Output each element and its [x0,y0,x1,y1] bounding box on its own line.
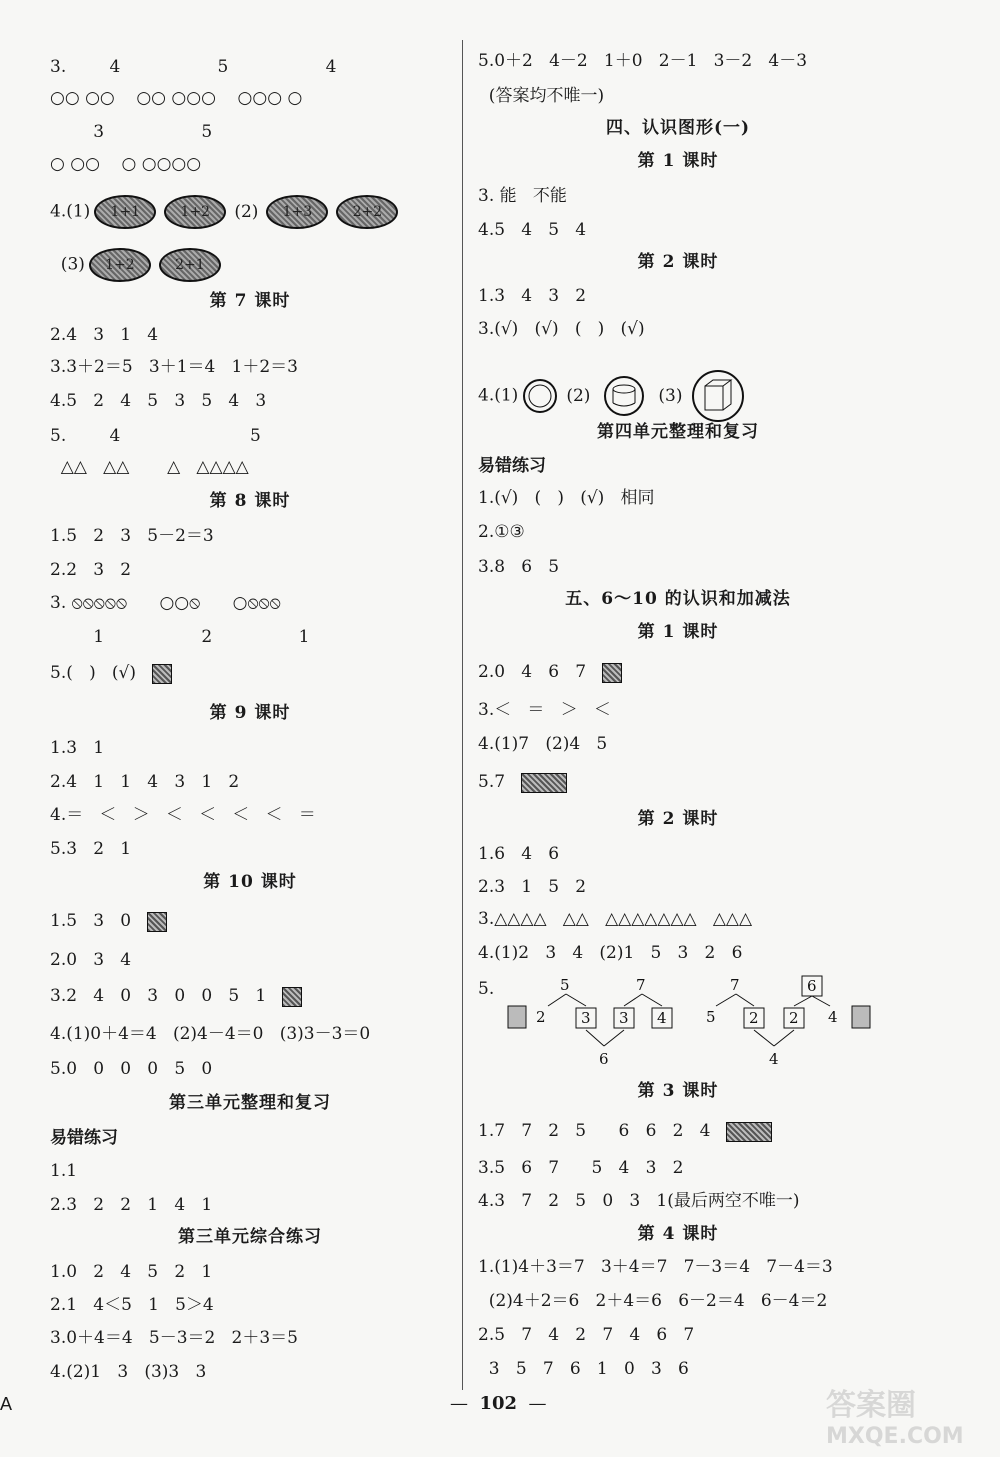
section-heading [50,702,450,724]
answer-text: 3.0＋4＝4 5－3＝2 2＋3＝5 [50,1328,298,1348]
answer-text: 2.①③ [478,522,525,542]
answer-text: 第 1 课时 [637,151,719,171]
answer-line [50,985,302,1007]
answer-text: 1.7 7 2 5 6 6 2 4 [478,1121,711,1141]
svg-text:答案圈: 答案圈 [826,1388,916,1423]
answer-text: 4.3 7 2 5 0 3 1(最后两空不唯一) [478,1191,800,1211]
shaded-oval: 1+1 [94,195,156,229]
answer-line [478,699,611,721]
answer-line [478,908,752,930]
section-heading [50,490,450,512]
answer-text: 四、认识图形(一) [605,118,751,138]
answer-text: 3. 能 不能 [478,186,567,206]
answer-text: 5.0 0 0 0 5 0 [50,1059,213,1079]
tree-box-4: 2 [749,1009,759,1027]
answer-text: 第 2 课时 [637,809,719,829]
cuboid-icon [691,370,745,422]
answer-line [478,285,586,307]
subsection-heading [50,1127,118,1149]
answer-text: (2) [234,201,259,222]
answer-text: 4.＝ ＜ ＞ ＜ ＜ ＜ ＜ ＝ [50,805,316,825]
tree-left-bottom: 6 [599,1050,609,1068]
answer-text: 3.8 6 5 [478,557,560,577]
tree-right-top: 7 [730,976,740,994]
section-heading [478,808,878,830]
column-divider [462,40,463,1390]
answer-text: 第 10 课时 [203,872,297,892]
answer-text: 3. ⦸⦸⦸⦸⦸ ○○⦸ ○⦸⦸⦸ [50,593,281,613]
answer-text: 4.(1) [478,385,519,406]
answer-text: 2.5 7 4 2 7 4 6 7 [478,1325,695,1345]
answer-line [478,942,742,964]
answer-text: 3. 4 5 4 [50,57,337,77]
answer-line [478,1358,689,1380]
answer-text: 1.6 4 6 [478,844,560,864]
answer-text: 5. 4 5 [50,426,261,446]
section-heading [478,421,878,443]
answer-line [50,324,158,346]
answer-text: △△ △△ △ △△△△ [50,457,249,477]
answer-line [478,487,655,509]
tree-box-1: 3 [581,1009,591,1027]
answer-text: 4.5 4 5 4 [478,220,587,240]
answer-line [50,1058,212,1080]
tree-right-end: 4 [828,1008,838,1026]
answer-text: 1.3 4 3 2 [478,286,587,306]
answer-text: 第 9 课时 [209,703,291,723]
answer-line [478,876,586,898]
answer-line [50,356,298,378]
answer-line [50,771,239,793]
answer-line [50,1361,206,1383]
answer-text: 3 5 [50,122,213,142]
shaded-oval: 1+2 [89,248,151,282]
tree-box-3: 4 [657,1009,667,1027]
answer-text: 5. [478,979,495,999]
shaded-oval: 2+2 [336,195,398,229]
page-footer: — 102 — [450,1393,547,1414]
answer-text: 5.3 2 1 [50,839,132,859]
shaded-answer-sticker [602,663,622,683]
section-heading [50,290,450,312]
answer-line [50,1194,212,1216]
answer-text: 易错练习 [50,1128,118,1148]
answer-text: 4.(1) [50,201,91,222]
answer-line [50,425,261,447]
answer-text: 5.7 [478,772,506,792]
answer-text: 第四单元整理和复习 [597,422,759,442]
answer-text: 2.0 4 6 7 [478,662,587,682]
answer-line [50,248,225,282]
answer-line [478,318,645,340]
shaded-oval: 1+3 [266,195,328,229]
shaded-answer-sticker [282,987,302,1007]
answer-text: 3.＜ ＝ ＞ ＜ [478,700,611,720]
answer-line [50,525,214,547]
answer-text: 3.5 6 7 5 4 3 2 [478,1158,684,1178]
answer-text: 2.4 1 1 4 3 1 2 [50,772,240,792]
tree-right-bottom: 4 [769,1050,779,1068]
answer-text: 5.( ) (√) [50,663,137,683]
tree-box-top: 6 [807,977,817,995]
shaded-answer-sticker [521,773,567,793]
answer-text: 1.1 [50,1161,78,1181]
section-heading [478,1223,878,1245]
answer-text: ○○ ○○ ○○ ○○○ ○○○ ○ [50,88,303,108]
answer-text: 2.3 1 5 2 [478,877,587,897]
answer-line [478,733,607,755]
answer-line [50,559,131,581]
answer-text: 1.5 2 3 5－2＝3 [50,526,214,546]
answer-line [478,771,567,793]
answer-line [478,50,807,72]
sphere-icon [522,378,558,414]
answer-line [50,56,336,78]
watermark-logo [818,1379,988,1449]
answer-text: 2.3 2 2 1 4 1 [50,1195,213,1215]
answer-text: 3 5 7 6 1 0 3 6 [478,1359,689,1379]
answer-text: 第三单元综合练习 [178,1227,322,1247]
corner-mark: A [0,1394,13,1414]
tree-box-2: 3 [619,1009,629,1027]
answer-text: 第 1 课时 [637,622,719,642]
answer-line [478,1256,833,1278]
answer-line [50,626,309,648]
answer-line [50,662,172,684]
section-heading [50,871,450,893]
answer-text: 1.(√) ( ) (√) 相同 [478,488,655,508]
answer-line [478,1324,694,1346]
answer-line [478,556,559,578]
answer-line [50,949,131,971]
answer-text: 4.(2)1 3 (3)3 3 [50,1362,207,1382]
subsection-heading [478,455,546,477]
answer-line [50,1261,212,1283]
answer-text: 第 7 课时 [209,291,291,311]
answer-text: 第 4 课时 [637,1224,719,1244]
answer-line [50,195,402,229]
shaded-answer-sticker [152,664,172,684]
answer-line [478,185,567,207]
answer-line [478,85,604,107]
answer-line [50,1160,77,1182]
tree-left-top: 5 [560,976,570,994]
section-heading [478,251,878,273]
cylinder-icon [598,376,650,416]
svg-text:MXQE.COM: MXQE.COM [826,1424,964,1449]
answer-text: 易错练习 [478,456,546,476]
answer-line [478,661,622,683]
answer-text: (答案均不唯一) [478,86,605,106]
tree-left-start: 2 [536,1008,546,1026]
answer-text: 第 2 课时 [637,252,719,272]
section-heading [50,1092,450,1114]
answer-text: ○ ○○ ○ ○○○○ [50,154,202,174]
answer-line [50,1023,370,1045]
answer-text: 1.0 2 4 5 2 1 [50,1262,213,1282]
answer-line [478,1157,683,1179]
answer-text: 3.3＋2＝5 3＋1＝4 1＋2＝3 [50,357,298,377]
answer-line [478,1290,827,1312]
number-tree-diagram [500,970,880,1070]
page-number: 102 [479,1393,518,1414]
answer-line [50,804,316,826]
tree-mid-top: 7 [636,976,646,994]
answer-text: (3) [50,254,85,275]
answer-line [478,1120,772,1142]
answer-text: 2.2 3 2 [50,560,132,580]
answer-line [50,910,167,932]
answer-text: 第三单元整理和复习 [169,1093,331,1113]
answer-line [478,1190,799,1212]
answer-text: 3.2 4 0 3 0 0 5 1 [50,986,267,1006]
answer-line [478,521,525,543]
answer-text: 5.0＋2 4－2 1＋0 2－1 3－2 4－3 [478,51,808,71]
answer-text: 4.(1)0＋4＝4 (2)4－4＝0 (3)3－3＝0 [50,1024,371,1044]
answer-text: 1.5 3 0 [50,911,132,931]
answer-text: 3.(√) (√) ( ) (√) [478,319,645,339]
answer-text: 1 2 1 [50,627,310,647]
shaded-oval: 2+1 [159,248,221,282]
answer-line [50,456,249,478]
shaded-oval: 1+2 [164,195,226,229]
answer-line [478,843,559,865]
answer-line [50,592,281,614]
section-heading [478,588,878,610]
answer-line [50,153,201,175]
answer-line [50,87,302,109]
answer-text: 2.4 3 1 4 [50,325,159,345]
answer-text: 4.(1)7 (2)4 5 [478,734,608,754]
answer-line [478,219,586,241]
tree-right-start: 5 [706,1008,716,1026]
section-heading [478,150,878,172]
shaded-answer-sticker [147,912,167,932]
section-heading [478,621,878,643]
answer-line [50,390,266,412]
answer-line [50,838,131,860]
answer-text: 第 8 课时 [209,491,291,511]
answer-text: 3.△△△△ △△ △△△△△△△ △△△ [478,909,753,929]
answer-text: 1.(1)4＋3＝7 3＋4＝7 7－3＝4 7－4＝3 [478,1257,833,1277]
answer-text: 2.1 4＜5 1 5＞4 [50,1295,214,1315]
answer-text: 4.5 2 4 5 3 5 4 3 [50,391,267,411]
answer-line [50,1327,298,1349]
section-heading [478,1080,878,1102]
answer-text: 五、6～10 的认识和加减法 [565,589,791,609]
answer-line [478,978,494,1000]
answer-line [50,121,212,143]
answer-text: 2.0 3 4 [50,950,132,970]
section-heading [478,117,878,139]
answer-line [50,1294,214,1316]
section-heading [50,1226,450,1248]
answer-line [50,737,104,759]
answer-text: (2)4＋2＝6 2＋4＝6 6－2＝4 6－4＝2 [478,1291,828,1311]
shaded-answer-sticker [726,1122,772,1142]
answer-text: 第 3 课时 [637,1081,719,1101]
answer-text: 4.(1)2 3 4 (2)1 5 3 2 6 [478,943,743,963]
tree-box-5: 2 [789,1009,799,1027]
answer-text: 1.3 1 [50,738,105,758]
answer-line: 4.(1) (2) (3) [478,370,749,422]
